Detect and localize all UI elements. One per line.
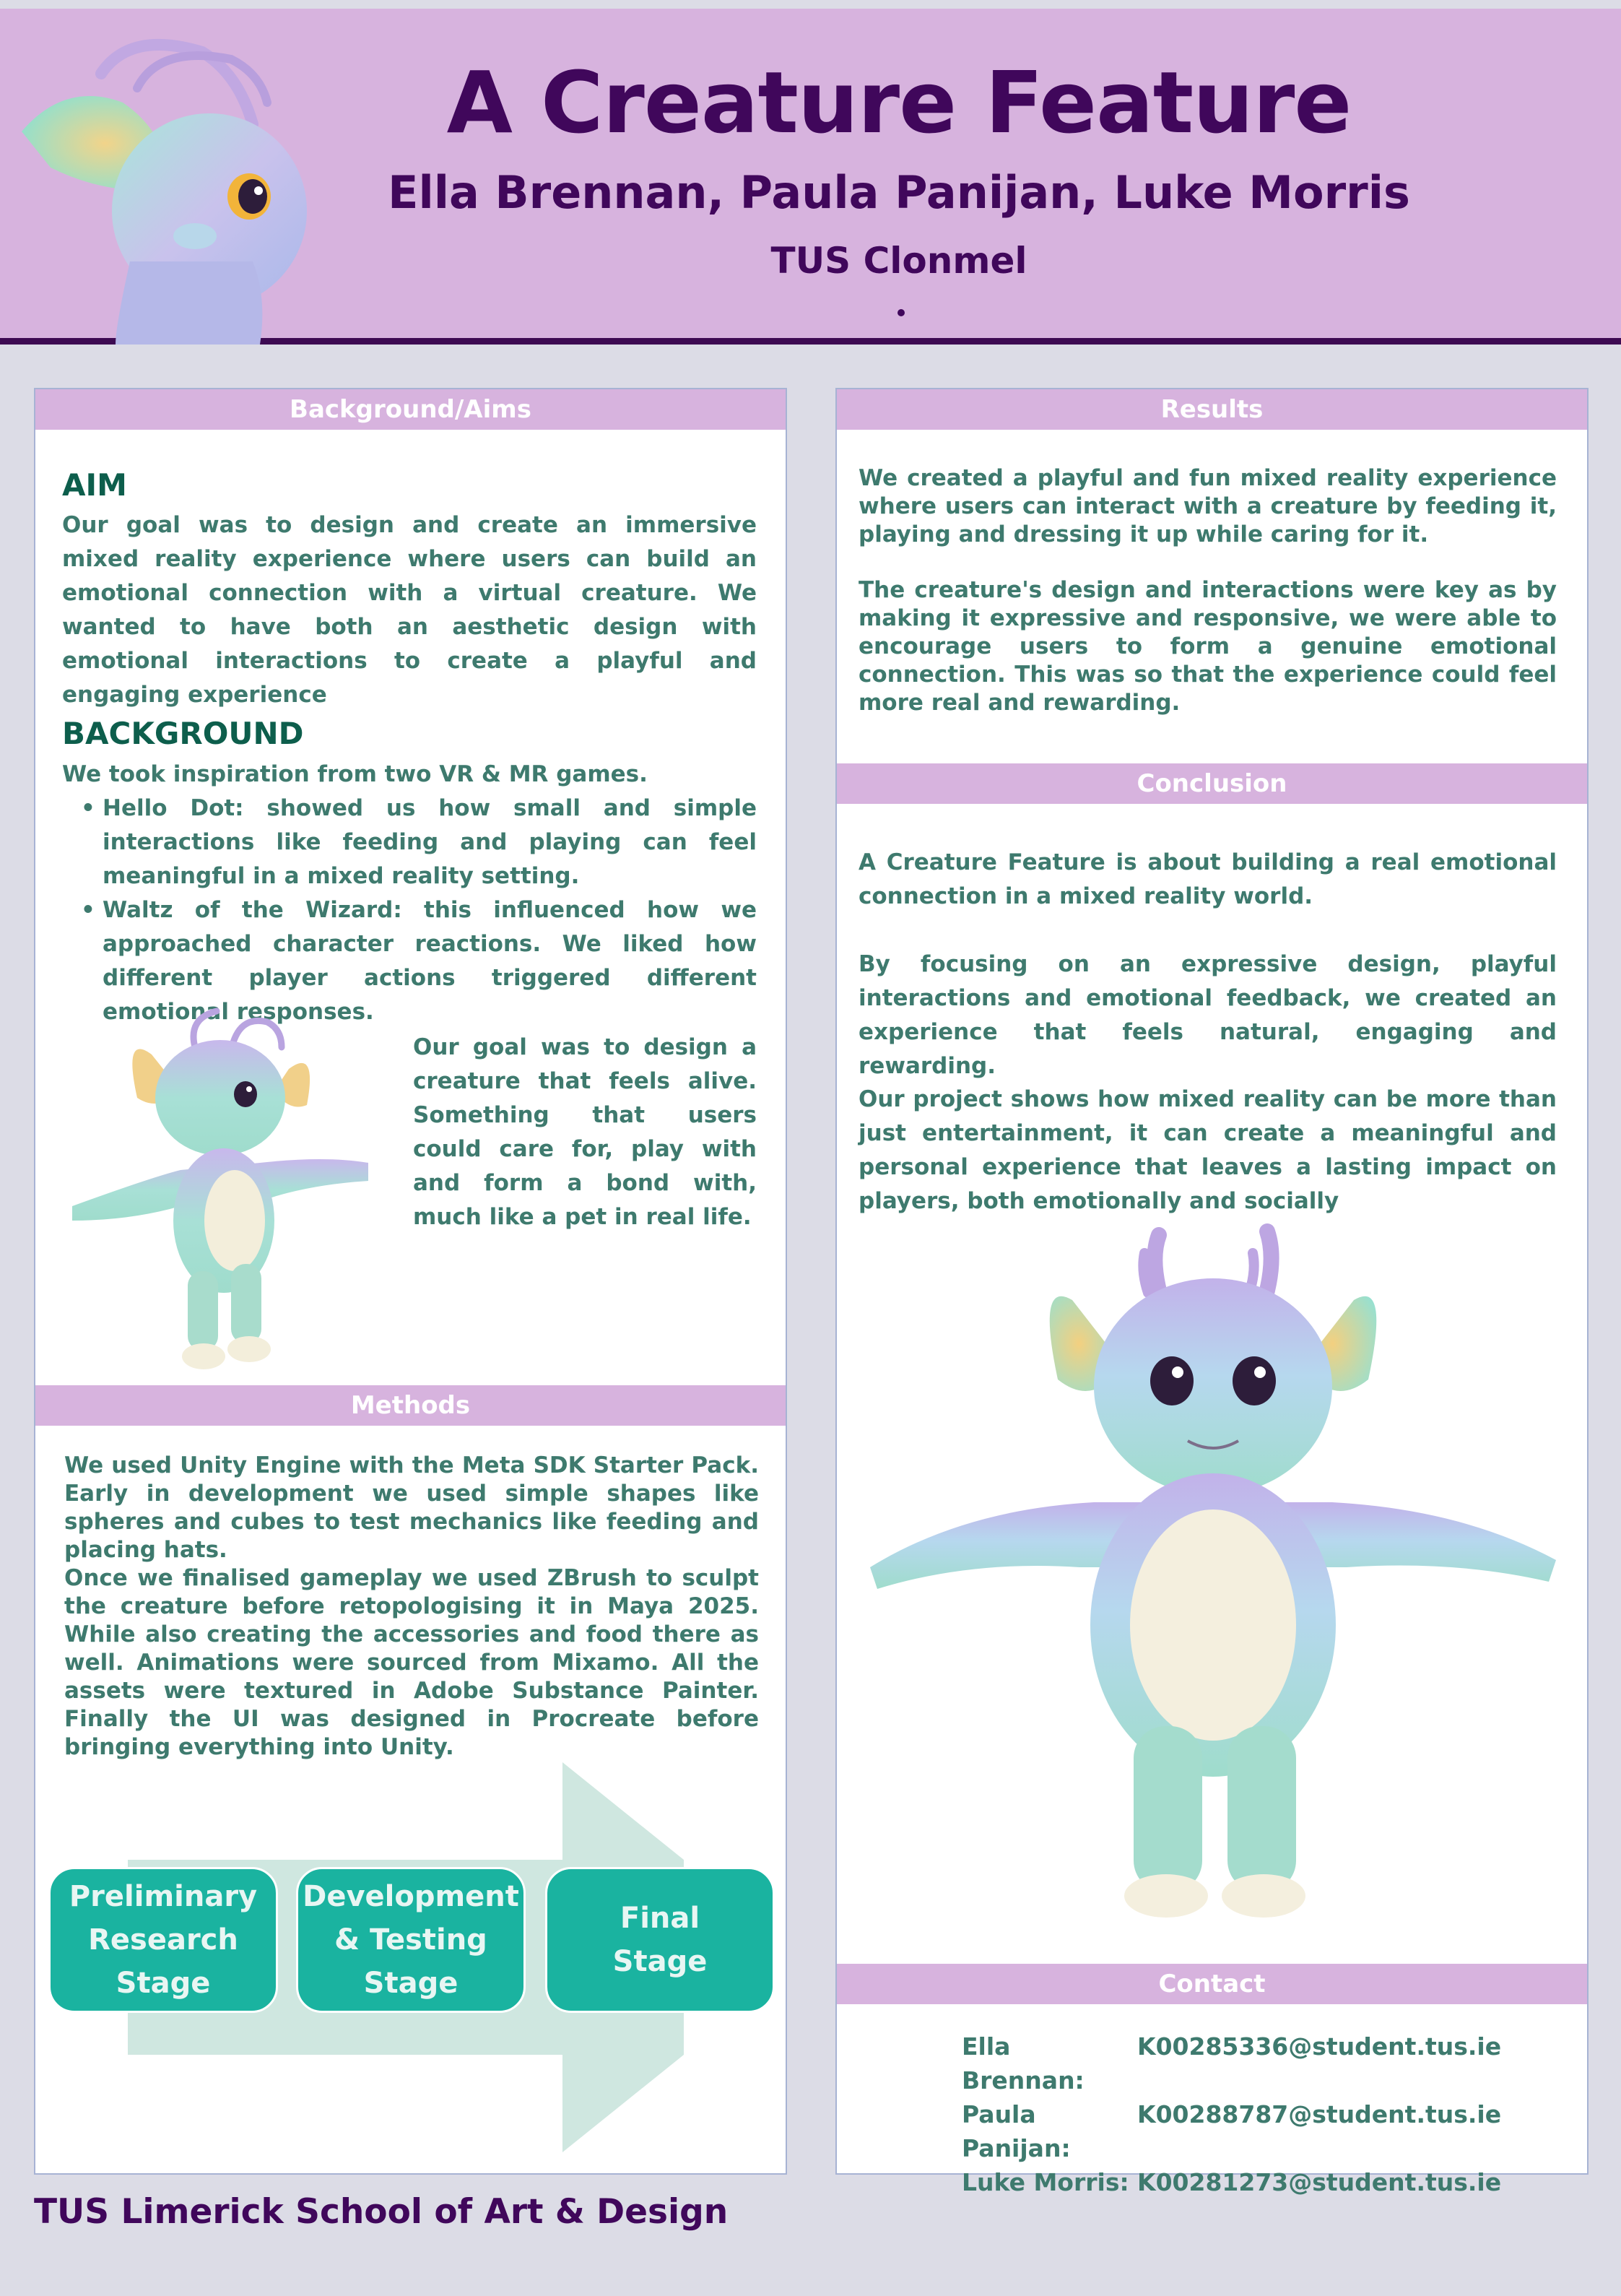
stage-label: Final Stage: [612, 1902, 708, 1978]
results-paragraph-1: We created a playful and fun mixed reality experience where users can interact with a creature by feeding it, playing and dressing it up while caring for it.: [859, 465, 1557, 547]
poster-title: A Creature Feature: [446, 53, 1352, 152]
contact-row: [962, 2029, 1501, 2097]
results-heading: Results: [837, 389, 1587, 430]
background-aims-heading: Background/Aims: [35, 389, 786, 430]
background-intro: We took inspiration from two VR & MR games.: [62, 761, 648, 787]
contact-email-link[interactable]: K00281273@student.tus.ie: [1137, 2168, 1502, 2196]
creature-description: Our goal was to design a creature that feels alive. Something that users could care for, play with and form a bond with, much like a pet in real life.: [413, 1034, 757, 1230]
institution-name: TUS Clonmel: [770, 240, 1027, 282]
contact-name: Paula Panijan:: [962, 2100, 1071, 2162]
contact-name: Luke Morris:: [962, 2168, 1129, 2196]
author-list: Ella Brennan, Paula Panijan, Luke Morris: [388, 166, 1410, 219]
school-name-footer: TUS Limerick School of Art & Design: [34, 2192, 729, 2232]
stage-preliminary-research: [48, 1867, 278, 2013]
creature-tpose-small-image: [51, 1004, 383, 1379]
creature-portrait-image: [22, 23, 310, 345]
aim-title: AIM: [62, 467, 127, 503]
conclusion-paragraph-3: Our project shows how mixed reality can be more than just entertainment, it can create a meaningful and personal experience that leaves a lasting impact on players, both emotionally and socially: [859, 1086, 1557, 1214]
stage-label: Preliminary Research Stage: [69, 1880, 258, 2000]
conclusion-paragraph-2: By focusing on an expressive design, playful interactions and emotional feedback, we created an experience that feels natural, engaging and rewarding.: [859, 951, 1557, 1079]
creature-tpose-large-image: [856, 1221, 1570, 1936]
aim-text: Our goal was to design and create an immersive mixed reality experience where users can build an emotional connection with a virtual creature. We wanted to have both an aesthetic design with emotional interactions to create a playful and engaging experience: [62, 512, 757, 708]
poster-header: [0, 9, 1621, 345]
contact-email-link[interactable]: K00288787@student.tus.ie: [1137, 2100, 1502, 2128]
contact-heading: Contact: [837, 1964, 1587, 2004]
results-paragraph-2: The creature's design and interactions were key as by making it expressive and responsive, we were able to encourage users to form a genuine emotional connection. This was so that the experience could feel more real and rewarding.: [859, 577, 1557, 716]
methods-paragraph-2: Once we finalised gameplay we used ZBrush to sculpt the creature before retopologising it in Maya 2025. While also creating the accessories and food there as well. Animations were sourced from Mixamo. All the assets were textured in Adobe Substance Painter. Finally the UI was designed in Procreate before bringing everything into Unity.: [64, 1565, 759, 1760]
conclusion-paragraph-1: A Creature Feature is about building a real emotional connection in a mixed reality world.: [859, 849, 1557, 909]
contact-email-link[interactable]: K00285336@student.tus.ie: [1137, 2032, 1502, 2061]
list-item: • Hello Dot: showed us how small and simple interactions like feeding and playing can feel meaningful in a mixed reality setting.: [62, 792, 757, 893]
contact-name: Ella Brennan:: [962, 2032, 1085, 2094]
background-title: BACKGROUND: [62, 716, 304, 751]
contact-list: [962, 2029, 1501, 2199]
conclusion-heading: Conclusion: [837, 763, 1587, 804]
stage-label: Development & Testing Stage: [303, 1880, 519, 2000]
methods-paragraph-1: We used Unity Engine with the Meta SDK Starter Pack. Early in development we used simple shapes like spheres and cubes to test mechanics like feeding and placing hats.: [64, 1452, 759, 1563]
list-item: • Waltz of the Wizard: this influenced how we approached character reactions. We liked how different player actions triggered different emotional responses.: [62, 893, 757, 1029]
stage-final: [545, 1867, 775, 2013]
methods-heading: Methods: [35, 1385, 786, 1426]
contact-row: [962, 2165, 1501, 2199]
stage-development-testing: [296, 1867, 526, 2013]
inspiration-list: [62, 792, 757, 1029]
decorative-dot: [898, 309, 905, 316]
contact-row: [962, 2097, 1501, 2165]
